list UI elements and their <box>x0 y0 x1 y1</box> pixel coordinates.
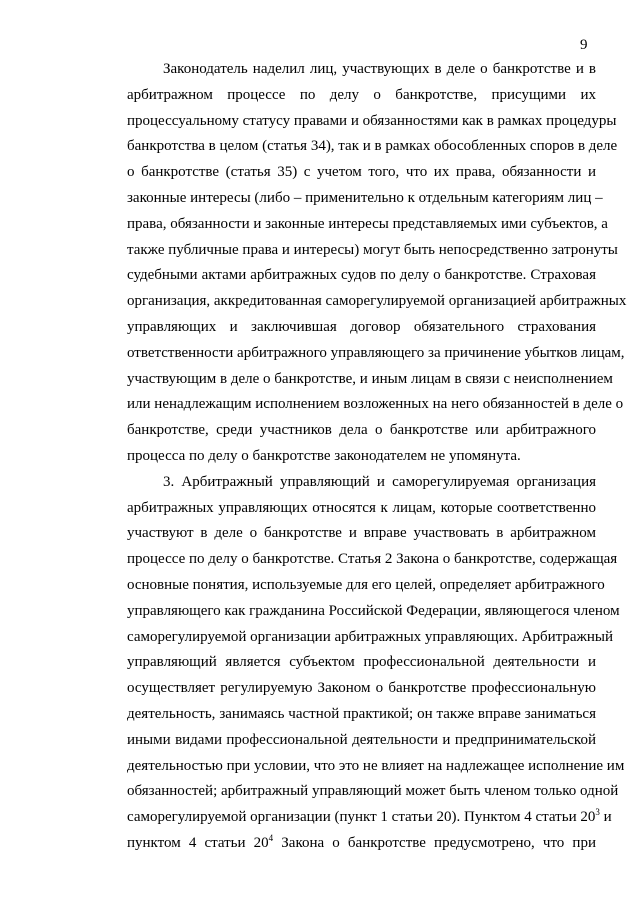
text-line: деятельностью при условии, что это не влияет на надлежащее исполнение им <box>127 757 625 774</box>
superscript: 3 <box>595 807 600 818</box>
text-line: или ненадлежащим исполнением возложенных на него обязанностей в деле о <box>127 396 624 413</box>
paragraph-2 <box>91 470 625 857</box>
text-line: законные интересы (либо – применительно к отдельным категориям лиц – <box>127 189 603 206</box>
text-line: процессуальному статусу правами и обязанностями как в рамках процедуры <box>127 112 617 129</box>
document-body <box>91 57 627 857</box>
text-line: арбитражном процессе по делу о банкротстве, присущими их <box>127 86 596 103</box>
paragraph-1 <box>91 57 627 470</box>
text-line: осуществляет регулируемую Законом о банкротстве профессиональную <box>127 680 596 697</box>
superscript: 4 <box>268 832 274 843</box>
text-fragment: Закона о банкротстве предусмотрено, что при <box>273 834 596 851</box>
text-line: Законодатель наделил лиц, участвующих в деле о банкротстве и в <box>163 61 596 77</box>
text-line: управляющих и заключившая договор обязательного страхования <box>127 318 596 335</box>
text-line: процессе по делу о банкротстве. Статья 2 Закона о банкротстве, содержащая <box>127 551 618 568</box>
text-line: управляющего как гражданина Российской Федерации, являющегося членом <box>127 602 620 619</box>
text-line: банкротства в целом (статья 34), так и в рамках обособленных споров в деле <box>127 138 618 155</box>
text-line: также публичные права и интересы) могут быть непосредственно затронуты <box>127 241 618 258</box>
text-line: иными видами профессиональной деятельности и предпринимательской <box>127 731 596 748</box>
text-line: банкротстве, среди участников дела о банкротстве или арбитражного <box>127 422 596 439</box>
page-number: 9 <box>580 37 588 53</box>
text-line: управляющий является субъектом профессиональной деятельности и <box>127 654 596 671</box>
text-line: деятельность, занимаясь частной практикой; он также вправе заниматься <box>127 705 596 722</box>
text-fragment: пунктом 4 статьи 20 <box>127 834 269 851</box>
text-line: о банкротстве (статья 35) с учетом того, что их права, обязанности и <box>127 164 596 181</box>
text-line: обязанностей; арбитражный управляющий может быть членом только одной <box>127 783 619 800</box>
text-fragment: и <box>599 809 612 826</box>
text-line: организация, аккредитованная саморегулируемой организацией арбитражных <box>127 293 627 310</box>
text-line: саморегулируемой организации арбитражных управляющих. Арбитражный <box>127 628 614 645</box>
text-line: ответственности арбитражного управляющего за причинение убытков лицам, <box>127 344 625 361</box>
text-line-with-superscript <box>91 831 596 857</box>
text-line: 3. Арбитражный управляющий и саморегулируемая организация <box>163 473 596 490</box>
text-line: арбитражных управляющих относятся к лицам, которые соответственно <box>127 499 596 516</box>
text-line-with-superscript <box>91 805 612 831</box>
text-line: процесса по делу о банкротстве законодателем не упомянута. <box>127 447 521 464</box>
text-line: права, обязанности и законные интересы представляемых ими субъектов, а <box>127 215 608 232</box>
text-fragment: саморегулируемой организации (пункт 1 статьи 20). Пунктом 4 статьи 20 <box>127 809 596 826</box>
text-line: судебными актами арбитражных судов по делу о банкротстве. Страховая <box>127 267 596 284</box>
text-line: участвуют в деле о банкротстве и вправе участвовать в арбитражном <box>127 525 596 542</box>
text-line: основные понятия, используемые для его целей, определяет арбитражного <box>127 576 605 593</box>
text-line: участвующим в деле о банкротстве, и иным лицам в связи с неисполнением <box>127 370 613 387</box>
